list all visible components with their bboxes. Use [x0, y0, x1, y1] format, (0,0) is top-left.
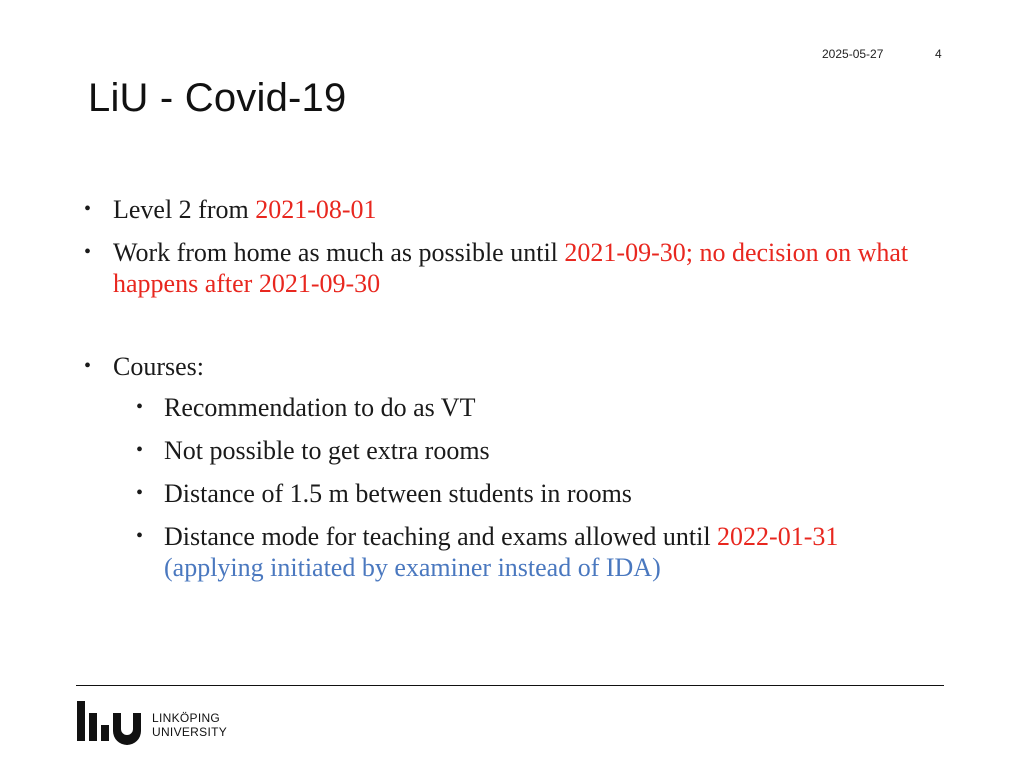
bullet-dot-icon: •: [84, 241, 92, 263]
sub-bullet-text: Distance mode for teaching and exams allowed until: [164, 522, 718, 551]
logo-line-1: LINKÖPING: [152, 711, 221, 725]
bullet-level: [84, 194, 914, 225]
bullet-dot-icon: •: [84, 355, 92, 377]
logo-line-2: UNIVERSITY: [152, 725, 228, 739]
distance-mode-date: 2022-01-31: [717, 522, 839, 551]
slide-number: 4: [935, 47, 942, 61]
sub-bullet-distance-mode: [84, 521, 914, 583]
bullet-dot-icon: •: [136, 525, 144, 547]
sub-bullet-recommendation: [84, 392, 914, 423]
work-from-home-date: 2021-09-30; no decision on what happens after 2021-09-30: [113, 238, 909, 298]
slide-body: [84, 192, 914, 583]
courses-heading: Courses:: [113, 352, 204, 381]
bullet-courses: [84, 351, 914, 382]
bullet-dot-icon: •: [84, 198, 92, 220]
slide-date: 2025-05-27: [822, 47, 884, 61]
footer-divider: [76, 685, 944, 686]
bullet-list: [84, 194, 914, 583]
distance-mode-note: (applying initiated by examiner instead of IDA): [164, 553, 661, 582]
sub-bullet-text: Distance of 1.5 m between students in rooms: [164, 479, 632, 508]
sub-bullet-text: Not possible to get extra rooms: [164, 436, 490, 465]
university-name: [152, 711, 227, 739]
sub-bullet-distance: [84, 478, 914, 509]
bullet-dot-icon: •: [136, 439, 144, 461]
level-date: 2021-08-01: [255, 195, 377, 224]
bullet-work-from-home: [84, 237, 914, 299]
work-from-home-text: Work from home as much as possible until: [113, 238, 565, 267]
slide-title: LiU - Covid-19: [88, 76, 347, 120]
sub-bullet-rooms: [84, 435, 914, 466]
bullet-dot-icon: •: [136, 482, 144, 504]
sub-bullet-text: Recommendation to do as VT: [164, 393, 476, 422]
bullet-level-text: Level 2 from: [113, 195, 256, 224]
bullet-dot-icon: •: [136, 396, 144, 418]
